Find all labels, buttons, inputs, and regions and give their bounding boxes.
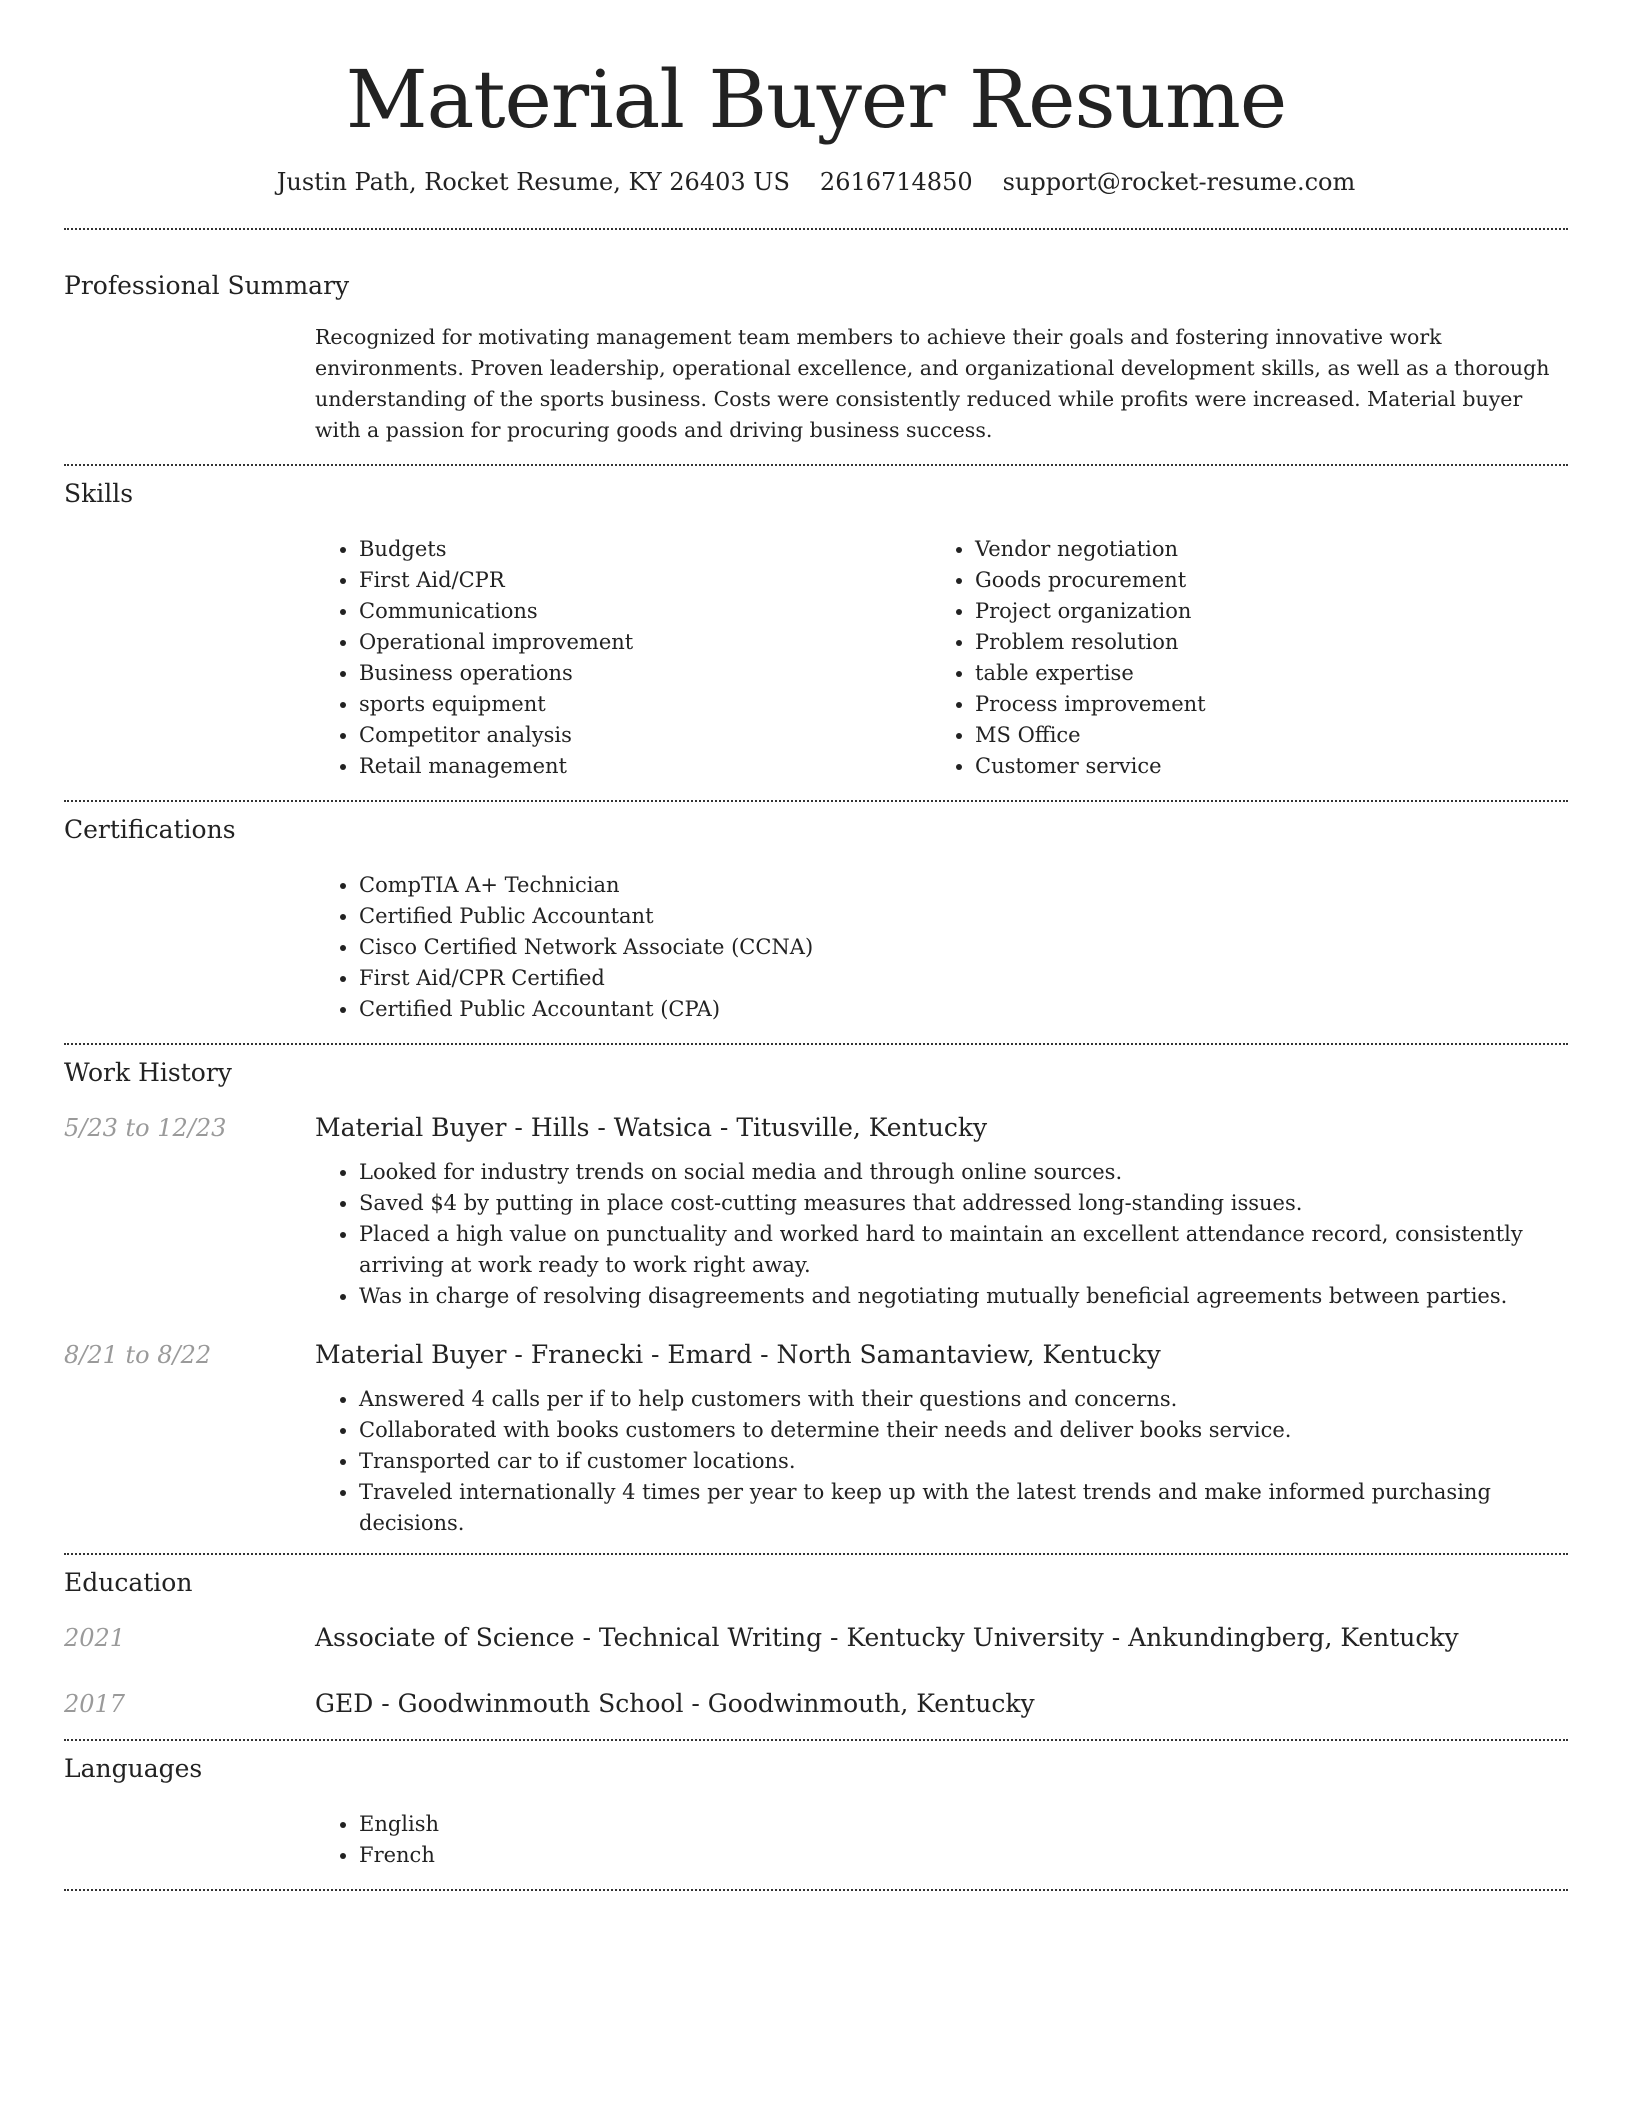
list-item: • Answered 4 calls per if to help customers with their questions and concerns.: [359, 1384, 1568, 1415]
section-heading-work-history: Work History: [64, 1058, 232, 1087]
list-item: • Operational improvement: [359, 627, 931, 658]
divider: [64, 800, 1568, 802]
list-item: • First Aid/CPR: [359, 565, 931, 596]
divider: [64, 1043, 1568, 1045]
section-heading-skills: Skills: [64, 479, 134, 508]
education-entry: [64, 1621, 1568, 1655]
page-title: Material Buyer Resume: [345, 53, 1287, 146]
list-item: • Cisco Certified Network Associate (CCNA): [359, 932, 1568, 963]
list-item: • Transported car to if customer locations.: [359, 1446, 1568, 1477]
divider: [64, 228, 1568, 230]
education-title: GED - Goodwinmouth School - Goodwinmouth, Kentucky: [315, 1689, 1035, 1718]
list-item: • Certified Public Accountant (CPA): [359, 994, 1568, 1025]
list-item: • Placed a high value on punctuality and worked hard to maintain an excellent attendance record, consistently arriving at work ready to work right away.: [359, 1219, 1568, 1281]
job-dates: 5/23 to 12/23: [64, 1114, 227, 1142]
skills-grid: [315, 534, 1568, 782]
list-item: • CompTIA A+ Technician: [359, 870, 1568, 901]
contact-phone: 2616714850: [819, 168, 973, 196]
list-item: • Collaborated with books customers to determine their needs and deliver books service.: [359, 1415, 1568, 1446]
job-entry: [64, 1111, 1568, 1145]
list-item: • table expertise: [975, 658, 1531, 689]
divider: [64, 1739, 1568, 1741]
skills-list-left: [315, 534, 931, 782]
list-item: • Looked for industry trends on social media and through online sources.: [359, 1157, 1568, 1188]
job-bullets: [315, 1157, 1568, 1312]
list-item: • Customer service: [975, 751, 1531, 782]
list-item: • Saved $4 by putting in place cost-cutting measures that addressed long-standing issues.: [359, 1188, 1568, 1219]
list-item: • sports equipment: [359, 689, 931, 720]
job-dates: 8/21 to 8/22: [64, 1341, 212, 1369]
section-heading-certifications: Certifications: [64, 815, 236, 844]
contact-email: support@rocket-resume.com: [1002, 168, 1356, 196]
skills-list-right: [931, 534, 1531, 782]
divider: [64, 1553, 1568, 1555]
education-entry: [64, 1687, 1568, 1721]
summary-text: Recognized for motivating management team members to achieve their goals and fostering innovative work environments. Proven leadership, operational excellence, and organizational development skills, as well as a thorough understanding of the sports business. Costs were consistently reduced while profits were increased. Material buyer with a passion for procuring goods and driving business success.: [315, 325, 1550, 442]
list-item: • Communications: [359, 596, 931, 627]
list-item: • Project organization: [975, 596, 1531, 627]
job-bullets: [315, 1384, 1568, 1539]
education-title: Associate of Science - Technical Writing - Kentucky University - Ankundingberg, Kentucky: [315, 1623, 1459, 1652]
list-item: • French: [359, 1840, 1568, 1871]
divider: [64, 1889, 1568, 1891]
education-year: 2017: [64, 1690, 126, 1718]
list-item: • First Aid/CPR Certified: [359, 963, 1568, 994]
list-item: • Problem resolution: [975, 627, 1531, 658]
divider: [64, 464, 1568, 466]
list-item: • English: [359, 1809, 1568, 1840]
job-title: Material Buyer - Hills - Watsica - Titusville, Kentucky: [315, 1113, 988, 1142]
section-heading-education: Education: [64, 1568, 193, 1597]
list-item: • Process improvement: [975, 689, 1531, 720]
certifications-list: [315, 870, 1568, 1025]
section-heading-summary: Professional Summary: [64, 271, 350, 300]
list-item: • Vendor negotiation: [975, 534, 1531, 565]
list-item: • Goods procurement: [975, 565, 1531, 596]
list-item: • Retail management: [359, 751, 931, 782]
languages-list: [315, 1809, 1568, 1871]
job-title: Material Buyer - Franecki - Emard - North Samantaview, Kentucky: [315, 1340, 1161, 1369]
section-heading-languages: Languages: [64, 1754, 203, 1783]
list-item: • Traveled internationally 4 times per year to keep up with the latest trends and make informed purchasing decisions.: [359, 1477, 1568, 1539]
job-entry: [64, 1338, 1568, 1372]
list-item: • MS Office: [975, 720, 1531, 751]
education-year: 2021: [64, 1624, 126, 1652]
list-item: • Business operations: [359, 658, 931, 689]
contact-address: Justin Path, Rocket Resume, KY 26403 US: [276, 168, 790, 196]
list-item: • Competitor analysis: [359, 720, 931, 751]
contact-info: [64, 166, 1568, 198]
list-item: • Certified Public Accountant: [359, 901, 1568, 932]
list-item: • Was in charge of resolving disagreements and negotiating mutually beneficial agreements between parties.: [359, 1281, 1568, 1312]
list-item: • Budgets: [359, 534, 931, 565]
